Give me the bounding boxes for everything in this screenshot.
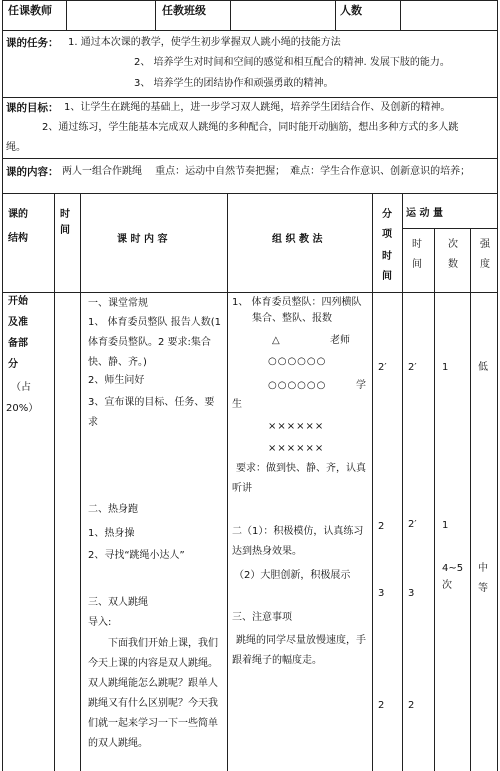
content-item: 2、师生问好	[88, 375, 145, 386]
teacher-label: 老师	[330, 335, 350, 346]
rule	[2, 97, 498, 98]
rule	[2, 193, 498, 194]
rule	[54, 193, 55, 771]
formation-circles: ○○○○○○	[268, 356, 327, 367]
load-count: 1	[442, 362, 449, 373]
time-header: 时	[60, 209, 70, 220]
rule	[434, 228, 435, 771]
content-item: 2、寻找“跳绳小达人”	[88, 550, 185, 561]
rule	[497, 0, 498, 771]
load-count: 次	[442, 580, 452, 591]
load-intensity: 等	[478, 583, 488, 594]
load-count: 4~5	[442, 563, 464, 574]
method-item: 三、注意事项	[232, 612, 292, 623]
load-col-header: 时	[412, 239, 422, 250]
rule	[372, 193, 373, 771]
rule	[80, 193, 81, 771]
count-label: 人数	[340, 4, 362, 17]
rule	[402, 228, 498, 229]
content-intro: 导入:	[88, 617, 112, 628]
load-header: 运 动 量	[406, 208, 443, 219]
groups-header: 分	[382, 209, 392, 220]
time-header: 间	[60, 225, 70, 236]
load-col-header: 间	[412, 259, 422, 270]
group-time: 2	[378, 700, 385, 711]
task-item: 1. 通过本次课的教学，使学生初步掌握双人跳小绳的技能方法	[68, 37, 341, 48]
rule	[470, 228, 471, 771]
rule	[2, 292, 498, 293]
teacher-mark: △	[272, 335, 280, 346]
formation-circles: ○○○○○○	[268, 380, 327, 391]
lesson-plan-table	[2, 0, 498, 771]
rule	[155, 0, 156, 30]
section-percent: 20%）	[6, 403, 39, 414]
rule	[2, 0, 3, 771]
section-name: 及准	[8, 317, 28, 328]
section-name: 分	[8, 359, 18, 370]
load-col-header: 数	[448, 259, 458, 270]
groups-header: 时	[382, 251, 392, 262]
task-item: 2、 培养学生对时间和空间的感觉和相互配合的精神. 发展下肢的能力。	[134, 57, 450, 68]
structure-header: 课的	[8, 209, 28, 220]
section-percent: （占	[11, 382, 31, 393]
content-part-title: 二、热身跑	[88, 504, 138, 515]
content-part-body: 1、 体育委员整队 报告人数(1 体育委员整队。2 要求:集合快、静、齐。)	[88, 317, 221, 368]
student-label: 生	[232, 399, 242, 410]
formation-crosses: ××××××	[268, 443, 325, 454]
rule	[400, 0, 401, 30]
load-time: 3	[408, 588, 415, 599]
content-item: 1、热身操	[88, 528, 135, 539]
groups-header: 项	[382, 229, 392, 240]
load-time: 2	[408, 700, 415, 711]
load-count: 1	[442, 520, 449, 531]
class-label: 任教班级	[162, 4, 206, 17]
formation-crosses: ××××××	[268, 421, 325, 432]
rule	[230, 0, 231, 30]
task-item: 3、 培养学生的团结协作和顽强勇敢的精神。	[134, 78, 334, 89]
goal-line: 1、让学生在跳绳的基础上，进一步学习双人跳绳，培养学生团结合作、及创新的精神。	[64, 102, 451, 113]
group-time: 3	[378, 588, 385, 599]
method-requirement: 要求：做到快、静、齐，认真听讲	[232, 463, 366, 494]
load-time: 2′	[408, 362, 417, 373]
goal-line: 绳。	[6, 142, 26, 153]
method-item: 跳绳的同学尽量放慢速度，手跟着绳子的幅度走。	[232, 635, 366, 666]
load-intensity: 低	[478, 362, 488, 373]
section-name: 开始	[8, 296, 28, 307]
load-col-header: 度	[480, 259, 490, 270]
method-item: （2）大胆创新，积极展示	[234, 570, 351, 581]
content-part-title: 一、课堂常规	[88, 298, 148, 309]
rule	[227, 193, 228, 771]
rule	[66, 0, 67, 30]
structure-header: 结构	[8, 233, 28, 244]
goal-line: 2、通过练习，学生能基本完成双人跳绳的多种配合，同时能开动脑筋，想出多种方式的多人跳	[42, 122, 459, 133]
section-name: 备部	[8, 338, 28, 349]
teacher-label: 任课教师	[8, 4, 52, 17]
load-col-header: 强	[480, 239, 490, 250]
method-header: 组 织 教 法	[272, 234, 323, 245]
rule	[2, 0, 498, 1]
content-item: 3、宣布课的目标、任务、要求	[88, 397, 215, 428]
groups-header: 间	[382, 271, 392, 282]
content-part-body: 下面我们开始上课，我们今天上课的内容是双人跳绳。双人跳绳能怎么跳呢？跟单人跳绳又有什么区别呢？今天我们就一起来学习一下一些简单的双人跳绳。	[88, 638, 218, 749]
load-time: 2′	[408, 519, 417, 530]
rule	[402, 193, 403, 771]
group-time: 2′	[378, 362, 387, 373]
content-part-title: 三、双人跳绳	[88, 597, 148, 608]
rule	[2, 30, 498, 31]
method-item: 集合、整队、报数	[252, 313, 332, 324]
group-time: 2	[378, 521, 385, 532]
content-text: 两人一组合作跳绳 重点：运动中自然节奏把握； 难点：学生合作意识、创新意识的培养；	[62, 166, 471, 177]
tasks-label: 课的任务：	[6, 37, 59, 49]
goals-label: 课的目标：	[6, 102, 59, 114]
student-label: 学	[356, 380, 366, 391]
load-col-header: 次	[448, 239, 458, 250]
rule	[2, 158, 498, 159]
load-intensity: 中	[478, 563, 488, 574]
rule	[335, 0, 336, 30]
method-item: 1、 体育委员整队：四列横队	[232, 297, 362, 308]
lesson-content-header: 课 时 内 容	[117, 234, 168, 245]
method-item: 二（1）：积极模仿，认真练习达到热身效果。	[232, 526, 364, 557]
content-label: 课的内容：	[6, 166, 59, 178]
